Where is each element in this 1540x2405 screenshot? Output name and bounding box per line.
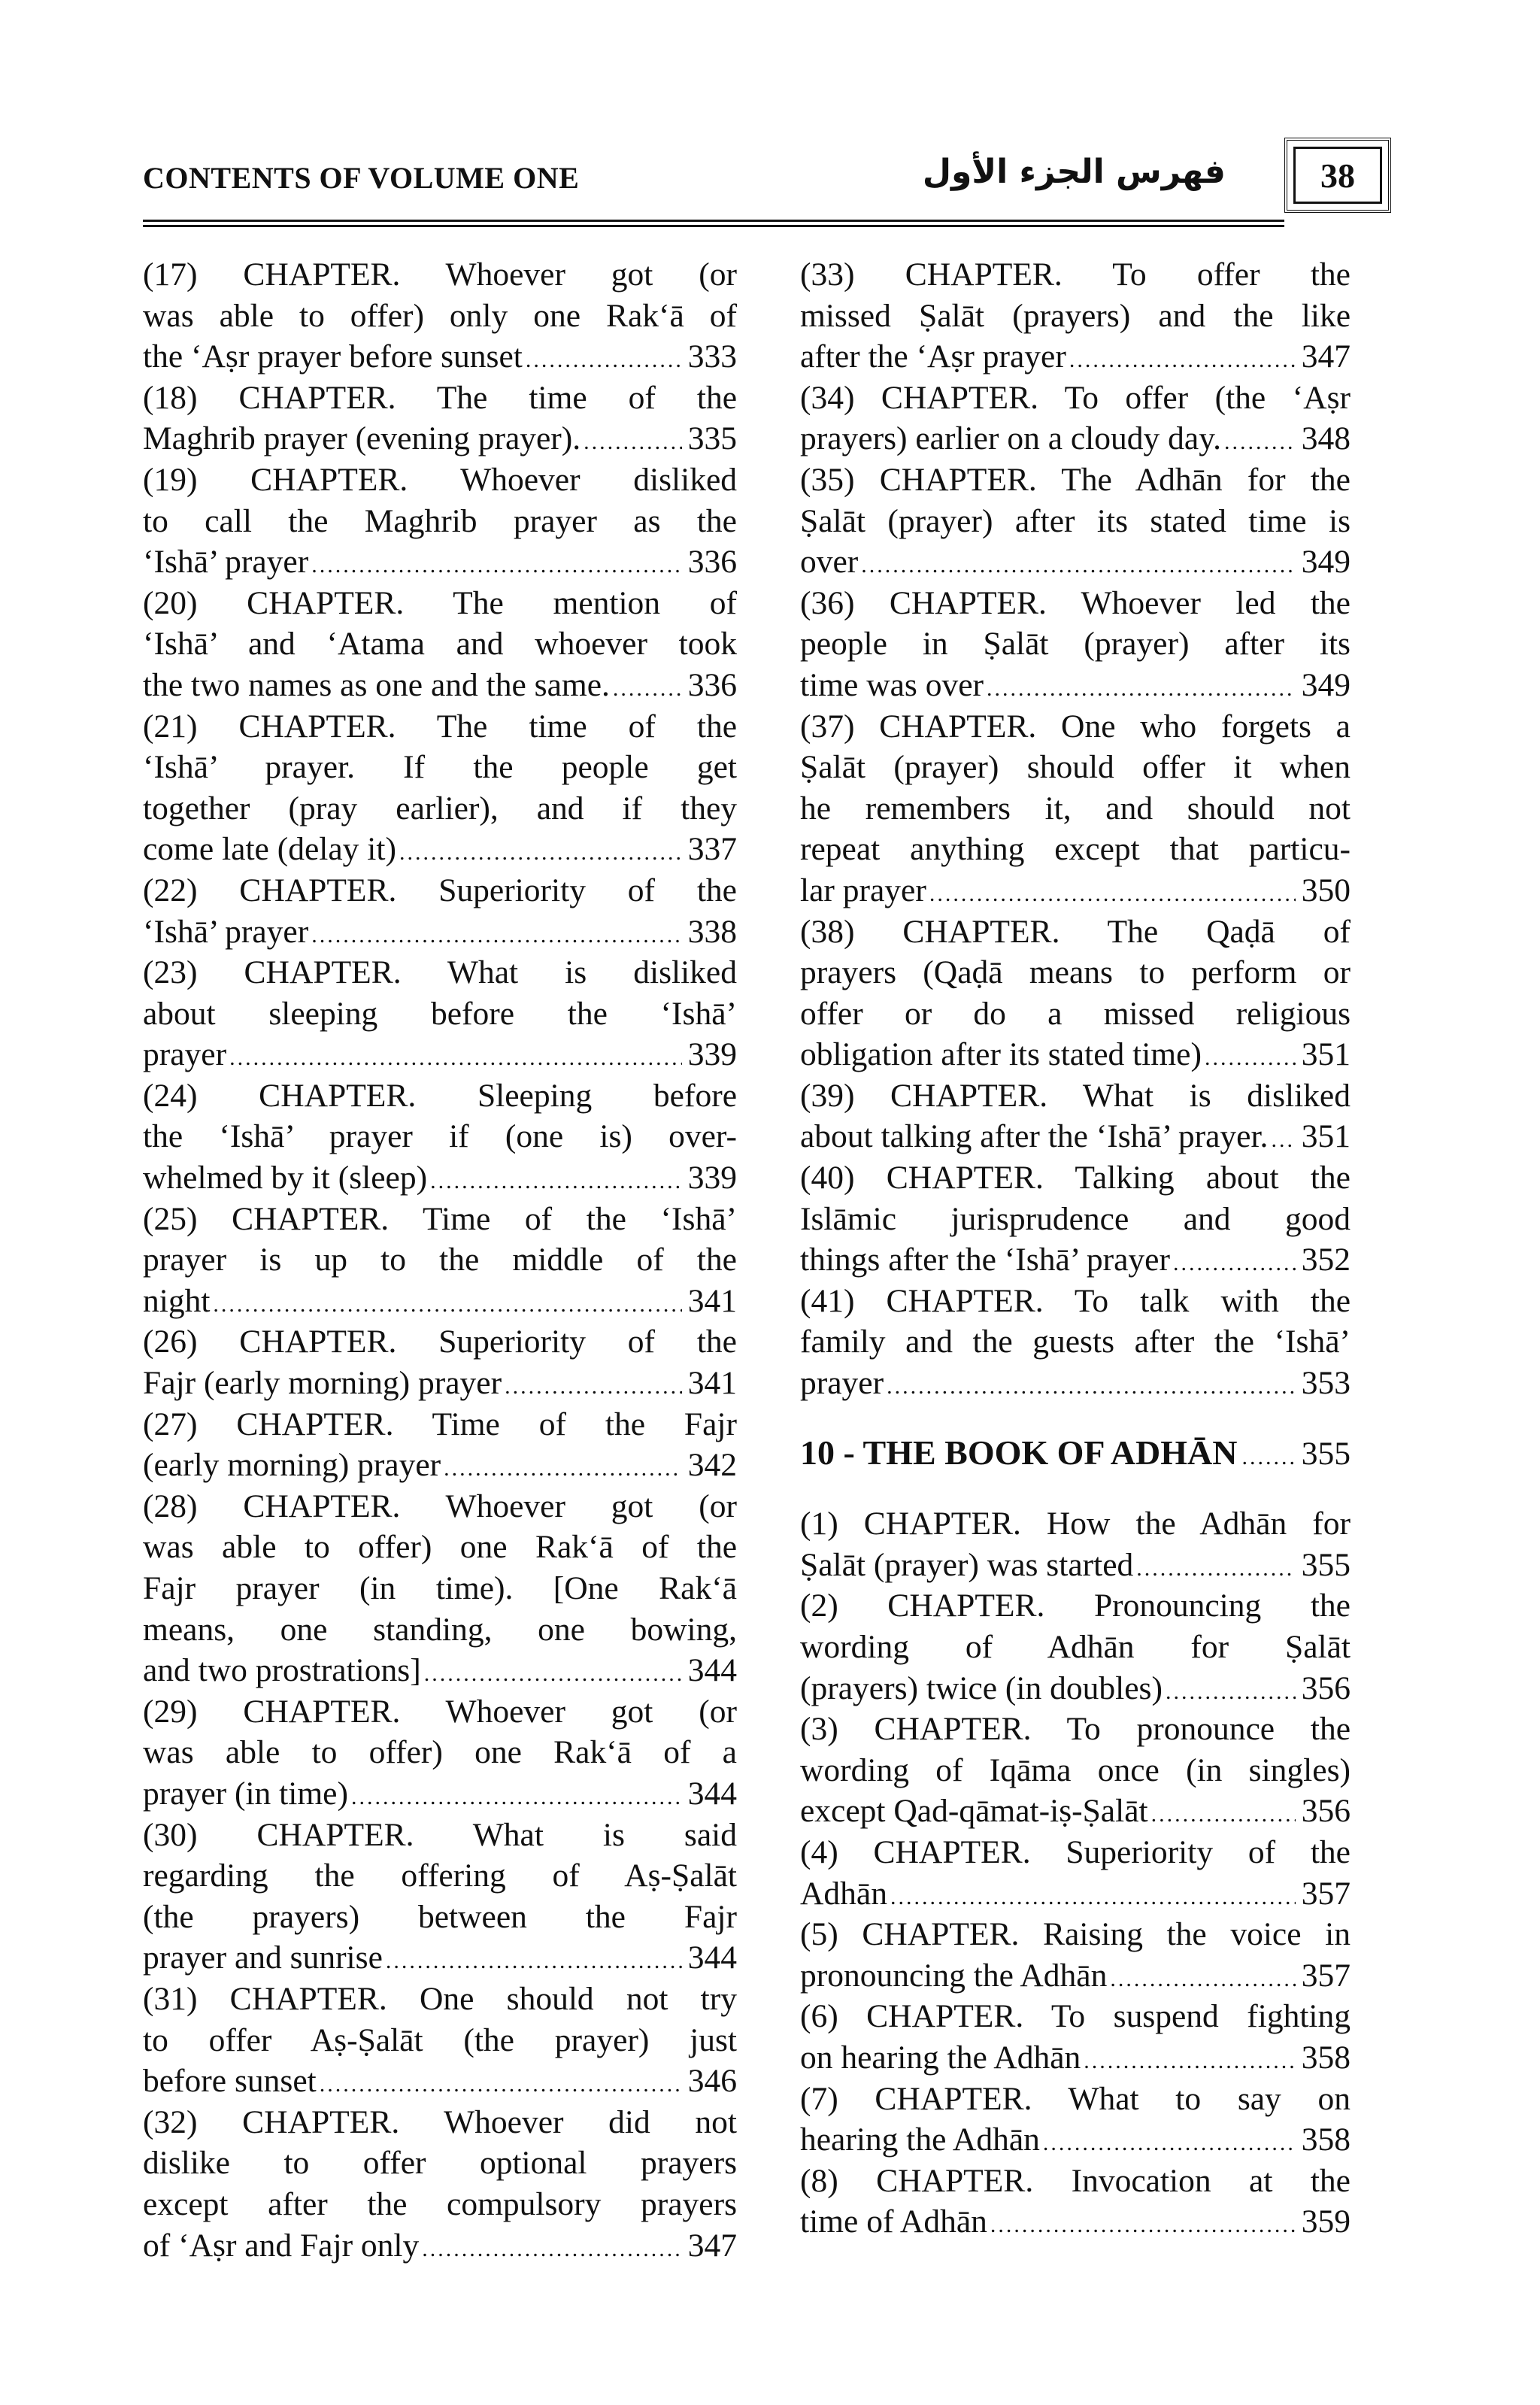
leader-dots xyxy=(311,545,682,587)
book-heading xyxy=(800,1433,1351,1478)
toc-entry-line: was able to offer) only one Rak‘ā of xyxy=(143,297,737,334)
toc-page-number: 349 xyxy=(1301,544,1351,581)
toc-page-number: 358 xyxy=(1301,2039,1351,2076)
toc-entry-final-line xyxy=(800,1116,1351,1157)
toc-page-number: 347 xyxy=(1301,338,1351,375)
leader-dots xyxy=(990,2205,1296,2246)
toc-entry-line: family and the guests after the ‘Ishā’ xyxy=(800,1324,1351,1360)
toc-entry-text: whelmed by it (sleep) xyxy=(143,1160,428,1196)
toc-page-number: 355 xyxy=(1301,1546,1351,1583)
toc-entry-final-line xyxy=(800,1668,1351,1709)
toc-entry-line: missed Ṣalāt (prayers) and the like xyxy=(800,297,1351,334)
toc-entry[interactable] xyxy=(143,1815,737,1979)
toc-entry-line: (40) CHAPTER. Talking about the xyxy=(800,1160,1351,1196)
toc-entry-final-line xyxy=(800,665,1351,706)
toc-page-number: 358 xyxy=(1301,2121,1351,2158)
toc-entry-line: wording of Adhān for Ṣalāt xyxy=(800,1629,1351,1665)
toc-entry-final-line xyxy=(800,1955,1351,1997)
toc-entry-final-line xyxy=(143,418,737,459)
toc-entry-line: prayers (Qaḍā means to perform or xyxy=(800,954,1351,991)
toc-entry-line: Ṣalāt (prayer) should offer it when xyxy=(800,749,1351,786)
toc-page-number: 357 xyxy=(1301,1957,1351,1994)
toc-entry-final-line xyxy=(800,1034,1351,1075)
toc-entry[interactable] xyxy=(800,1503,1351,1585)
toc-entry-text: obligation after its stated time) xyxy=(800,1036,1202,1073)
leader-dots xyxy=(1151,1794,1296,1836)
toc-page-number: 350 xyxy=(1301,872,1351,908)
toc-entry-line: (3) CHAPTER. To pronounce the xyxy=(800,1711,1351,1748)
toc-entry-line: to offer Aṣ-Ṣalāt (the prayer) just xyxy=(143,2021,737,2058)
leader-dots xyxy=(1069,340,1296,381)
toc-entry[interactable] xyxy=(800,459,1351,583)
toc-entry-line: (21) CHAPTER. The time of the xyxy=(143,708,737,745)
toc-entry-line: was able to offer) one Rak‘ā of the xyxy=(143,1529,737,1566)
toc-entry-line: was able to offer) one Rak‘ā of a xyxy=(143,1734,737,1771)
leader-dots xyxy=(1271,1120,1295,1161)
toc-entry-line: (6) CHAPTER. To suspend fighting xyxy=(800,1998,1351,2035)
leader-dots xyxy=(424,1654,682,1695)
toc-entry-line: people in Ṣalāt (prayer) after its xyxy=(800,626,1351,663)
toc-entry-final-line xyxy=(800,1545,1351,1586)
toc-entry-final-line xyxy=(143,665,737,706)
toc-entry-line: (28) CHAPTER. Whoever got (or xyxy=(143,1488,737,1524)
leader-dots xyxy=(1166,1672,1296,1713)
toc-entry-text: lar prayer xyxy=(800,872,926,908)
toc-entry-text: prayer and sunrise xyxy=(143,1939,383,1976)
toc-page-number: 338 xyxy=(687,913,737,950)
toc-page-number: 341 xyxy=(687,1365,737,1402)
toc-entry-final-line xyxy=(800,418,1351,459)
toc-page-number: 359 xyxy=(1301,2203,1351,2240)
toc-page-number: 347 xyxy=(687,2227,737,2264)
toc-entry[interactable] xyxy=(143,2102,737,2266)
toc-entry-line: (36) CHAPTER. Whoever led the xyxy=(800,584,1351,621)
toc-entry-text: (prayers) twice (in doubles) xyxy=(800,1670,1163,1706)
toc-entry-final-line xyxy=(800,2037,1351,2079)
leader-dots xyxy=(613,669,682,710)
toc-entry-line: (38) CHAPTER. The Qaḍā of xyxy=(800,913,1351,950)
toc-entry-line: (31) CHAPTER. One should not try xyxy=(143,1980,737,2017)
toc-page-number: 341 xyxy=(687,1282,737,1319)
leader-dots xyxy=(422,2229,681,2270)
page-number: 38 xyxy=(1320,156,1355,195)
leader-dots xyxy=(311,915,682,957)
toc-entry[interactable] xyxy=(800,706,1351,911)
leader-dots xyxy=(1173,1243,1296,1284)
toc-page-number: 351 xyxy=(1301,1036,1351,1073)
toc-entry-final-line xyxy=(800,1363,1351,1404)
toc-entry-final-line xyxy=(143,911,737,953)
toc-entry-text: the two names as one and the same. xyxy=(143,666,610,703)
leader-dots xyxy=(213,1284,681,1326)
toc-entry[interactable] xyxy=(143,1979,737,2102)
toc-entry-final-line xyxy=(800,2201,1351,2243)
toc-entry-text: hearing the Adhān xyxy=(800,2121,1040,2158)
toc-entry-text: of ‘Aṣr and Fajr only xyxy=(143,2227,420,2264)
toc-entry-text: time was over xyxy=(800,666,984,703)
toc-entry-final-line xyxy=(800,541,1351,583)
leader-dots xyxy=(320,2064,682,2106)
toc-page-number: 344 xyxy=(687,1652,737,1689)
toc-page-number: 353 xyxy=(1301,1365,1351,1402)
toc-entry-line: (23) CHAPTER. What is disliked xyxy=(143,954,737,991)
toc-entry-line: Fajr prayer (in time). [One Rak‘ā xyxy=(143,1570,737,1606)
toc-entry-line: wording of Iqāma once (in singles) xyxy=(800,1751,1351,1788)
toc-entry[interactable] xyxy=(143,1691,737,1815)
toc-page-number: 349 xyxy=(1301,666,1351,703)
toc-entry-text: prayers) earlier on a cloudy day. xyxy=(800,420,1221,457)
toc-page-number: 342 xyxy=(687,1447,737,1484)
toc-entry-text: before sunset xyxy=(143,2063,317,2100)
toc-entry-line: (22) CHAPTER. Superiority of the xyxy=(143,872,737,908)
toc-entry-final-line xyxy=(800,1791,1351,1832)
toc-entry-text: over xyxy=(800,544,859,581)
toc-entry[interactable] xyxy=(800,1709,1351,1832)
toc-entry-text: prayer xyxy=(800,1365,884,1402)
toc-entry-line: (33) CHAPTER. To offer the xyxy=(800,256,1351,293)
toc-page-number: 356 xyxy=(1301,1670,1351,1706)
toc-page-number: 346 xyxy=(687,2063,737,2100)
toc-entry[interactable] xyxy=(800,1996,1351,2078)
toc-entry-final-line xyxy=(143,1937,737,1979)
toc-entry-line: (8) CHAPTER. Invocation at the xyxy=(800,2162,1351,2199)
toc-page-number: 337 xyxy=(687,831,737,868)
toc-page-number: 351 xyxy=(1301,1118,1351,1155)
toc-entry-line: (1) CHAPTER. How the Adhān for xyxy=(800,1506,1351,1542)
toc-entry-line: (39) CHAPTER. What is disliked xyxy=(800,1077,1351,1114)
toc-entry-final-line xyxy=(143,1650,737,1691)
book-heading-page: 355 xyxy=(1301,1435,1351,1472)
toc-entry-line: (27) CHAPTER. Time of the Fajr xyxy=(143,1406,737,1442)
toc-entry-line: prayer is up to the middle of the xyxy=(143,1242,737,1278)
toc-entry-line: regarding the offering of Aṣ-Ṣalāt xyxy=(143,1858,737,1894)
header-double-rule xyxy=(143,220,1284,227)
toc-entry-line: (the prayers) between the Fajr xyxy=(143,1898,737,1935)
toc-entry[interactable] xyxy=(143,1199,737,1322)
toc-entry-final-line xyxy=(143,336,737,378)
toc-entry[interactable] xyxy=(800,911,1351,1075)
toc-entry-final-line xyxy=(143,1157,737,1199)
toc-entry-line: means, one standing, one bowing, xyxy=(143,1611,737,1648)
toc-entry-text: and two prostrations] xyxy=(143,1652,421,1689)
toc-entry[interactable] xyxy=(800,254,1351,378)
toc-entry-final-line xyxy=(143,2225,737,2267)
toc-page-number: 356 xyxy=(1301,1793,1351,1830)
toc-entry-line: (25) CHAPTER. Time of the ‘Ishā’ xyxy=(143,1200,737,1237)
toc-entry-line: (17) CHAPTER. Whoever got (or xyxy=(143,256,737,293)
toc-entry-line: repeat anything except that particu- xyxy=(800,831,1351,868)
toc-entry-final-line xyxy=(143,2061,737,2102)
leader-dots xyxy=(987,669,1296,710)
toc-entry-line: Ṣalāt (prayer) after its stated time is xyxy=(800,502,1351,539)
leader-dots xyxy=(861,545,1295,587)
toc-entry-text: Fajr (early morning) prayer xyxy=(143,1365,502,1402)
toc-entry[interactable] xyxy=(143,952,737,1075)
toc-entry-text: things after the ‘Ishā’ prayer xyxy=(800,1242,1170,1278)
toc-entry[interactable] xyxy=(143,459,737,583)
toc-entry[interactable] xyxy=(800,2079,1351,2161)
toc-entry-line: about sleeping before the ‘Ishā’ xyxy=(143,995,737,1032)
toc-entry-line: (24) CHAPTER. Sleeping before xyxy=(143,1077,737,1114)
toc-entry-line: dislike to offer optional prayers xyxy=(143,2145,737,2182)
toc-entry-final-line xyxy=(143,1363,737,1404)
toc-entry-line: (20) CHAPTER. The mention of xyxy=(143,584,737,621)
toc-page-number: 336 xyxy=(687,544,737,581)
toc-entry-final-line xyxy=(800,2119,1351,2161)
toc-entry-line: (7) CHAPTER. What to say on xyxy=(800,2080,1351,2117)
toc-entry-text: except Qad-qāmat-iṣ-Ṣalāt xyxy=(800,1793,1148,1830)
toc-entry-line: to call the Maghrib prayer as the xyxy=(143,502,737,539)
toc-entry-line: (29) CHAPTER. Whoever got (or xyxy=(143,1693,737,1730)
right-column-entries xyxy=(800,254,1351,1404)
toc-entry-text: Maghrib prayer (evening prayer). xyxy=(143,420,581,457)
toc-entry-line: (30) CHAPTER. What is said xyxy=(143,1816,737,1853)
toc-entry-text: about talking after the ‘Ishā’ prayer. xyxy=(800,1118,1269,1155)
toc-entry-line: (18) CHAPTER. The time of the xyxy=(143,379,737,416)
toc-entry[interactable] xyxy=(143,1075,737,1199)
page-header xyxy=(143,138,1391,213)
toc-entry-line: he remembers it, and should not xyxy=(800,790,1351,826)
toc-entry-text: after the ‘Aṣr prayer xyxy=(800,338,1066,375)
toc-entry-text: ‘Ishā’ prayer xyxy=(143,544,309,581)
toc-entry-final-line xyxy=(800,1873,1351,1915)
leader-dots xyxy=(929,874,1296,915)
toc-entry-final-line xyxy=(143,1445,737,1486)
toc-page-number: 344 xyxy=(687,1775,737,1812)
toc-entry-final-line xyxy=(800,870,1351,911)
toc-entry-final-line xyxy=(143,1281,737,1322)
toc-entry-line: (5) CHAPTER. Raising the voice in xyxy=(800,1916,1351,1953)
toc-entry-line: ‘Ishā’ and ‘Atama and whoever took xyxy=(143,626,737,663)
toc-entry[interactable] xyxy=(143,870,737,952)
toc-entry-final-line xyxy=(143,1773,737,1815)
toc-page-number: 348 xyxy=(1301,420,1351,457)
leader-dots xyxy=(399,832,682,874)
toc-entry-line: the ‘Ishā’ prayer if (one is) over- xyxy=(143,1118,737,1155)
book-heading-title: 10 - THE BOOK OF ADHĀN xyxy=(800,1433,1238,1472)
toc-entry[interactable] xyxy=(800,2161,1351,2243)
right-column-book-entries xyxy=(800,1503,1351,2243)
toc-entry-line: offer or do a missed religious xyxy=(800,995,1351,1032)
toc-entry-text: come late (delay it) xyxy=(143,831,396,868)
leader-dots xyxy=(1043,2123,1296,2164)
toc-entry[interactable] xyxy=(143,378,737,459)
toc-entry-text: night xyxy=(143,1282,211,1319)
leader-dots xyxy=(1241,1437,1296,1478)
left-column xyxy=(143,254,737,2266)
toc-entry-text: on hearing the Adhān xyxy=(800,2039,1081,2076)
toc-entry[interactable] xyxy=(143,1321,737,1403)
toc-page-number: 336 xyxy=(687,666,737,703)
toc-entry-text: prayer (in time) xyxy=(143,1775,348,1812)
toc-entry-final-line xyxy=(143,829,737,870)
toc-entry-final-line xyxy=(800,336,1351,378)
toc-entry-line: (37) CHAPTER. One who forgets a xyxy=(800,708,1351,745)
leader-dots xyxy=(444,1448,682,1490)
leader-dots xyxy=(887,1366,1296,1408)
toc-entry[interactable] xyxy=(143,583,737,706)
toc-page-number: 339 xyxy=(687,1036,737,1073)
leader-dots xyxy=(526,340,682,381)
leader-dots xyxy=(229,1038,682,1079)
toc-entry[interactable] xyxy=(800,1157,1351,1281)
toc-entry-line: (19) CHAPTER. Whoever disliked xyxy=(143,461,737,498)
toc-entry-line: Islāmic jurisprudence and good xyxy=(800,1200,1351,1237)
leader-dots xyxy=(351,1777,682,1818)
running-title: CONTENTS OF VOLUME ONE xyxy=(143,161,580,195)
toc-entry[interactable] xyxy=(800,1281,1351,1404)
toc-entry[interactable] xyxy=(800,1585,1351,1709)
toc-entry-final-line xyxy=(143,1034,737,1075)
toc-entry-final-line xyxy=(800,1239,1351,1281)
toc-entry-line: (34) CHAPTER. To offer (the ‘Aṣr xyxy=(800,379,1351,416)
toc-page-number: 352 xyxy=(1301,1242,1351,1278)
leader-dots xyxy=(1224,422,1296,463)
toc-entry-final-line xyxy=(143,541,737,583)
toc-page-number: 339 xyxy=(687,1160,737,1196)
toc-entry-text: the ‘Aṣr prayer before sunset xyxy=(143,338,523,375)
toc-entry[interactable] xyxy=(800,1075,1351,1157)
leader-dots xyxy=(1084,2041,1295,2082)
toc-entry-line: (26) CHAPTER. Superiority of the xyxy=(143,1324,737,1360)
toc-page-number: 333 xyxy=(687,338,737,375)
page-number-frame xyxy=(1293,147,1382,204)
leader-dots xyxy=(1136,1548,1295,1590)
toc-entry-text: time of Adhān xyxy=(800,2203,987,2240)
leader-dots xyxy=(386,1941,682,1982)
leader-dots xyxy=(1110,1959,1295,2000)
toc-page-number: 335 xyxy=(687,420,737,457)
leader-dots xyxy=(430,1161,682,1202)
toc-entry-text: prayer xyxy=(143,1036,227,1073)
toc-entry-text: ‘Ishā’ prayer xyxy=(143,913,309,950)
toc-entry-line: (2) CHAPTER. Pronouncing the xyxy=(800,1588,1351,1624)
toc-entry-text: Ṣalāt (prayer) was started xyxy=(800,1546,1134,1583)
toc-entry[interactable] xyxy=(800,1914,1351,1996)
toc-entry-text: Adhān xyxy=(800,1875,887,1912)
leader-dots xyxy=(1205,1038,1296,1079)
toc-entry-line: together (pray earlier), and if they xyxy=(143,790,737,826)
toc-entry[interactable] xyxy=(143,706,737,870)
page-number-box xyxy=(1284,138,1391,213)
leader-dots xyxy=(890,1877,1296,1918)
toc-page-number: 357 xyxy=(1301,1875,1351,1912)
toc-entry-line: except after the compulsory prayers xyxy=(143,2185,737,2222)
toc-entry-line: (32) CHAPTER. Whoever did not xyxy=(143,2103,737,2140)
toc-entry-line: (4) CHAPTER. Superiority of the xyxy=(800,1833,1351,1870)
toc-entry-line: ‘Ishā’ prayer. If the people get xyxy=(143,749,737,786)
arabic-running-title: فهرس الجزء الأول xyxy=(922,153,1226,191)
toc-entry[interactable] xyxy=(800,583,1351,706)
toc-entry-text: (early morning) prayer xyxy=(143,1447,441,1484)
toc-entry-text: pronouncing the Adhān xyxy=(800,1957,1108,1994)
toc-page-number: 344 xyxy=(687,1939,737,1976)
toc-entry-line: (35) CHAPTER. The Adhān for the xyxy=(800,461,1351,498)
right-column xyxy=(800,254,1351,2243)
toc-entry[interactable] xyxy=(800,1832,1351,1914)
toc-entry[interactable] xyxy=(143,254,737,378)
leader-dots xyxy=(505,1366,682,1408)
toc-entry[interactable] xyxy=(143,1404,737,1486)
toc-entry[interactable] xyxy=(800,378,1351,459)
leader-dots xyxy=(584,422,682,463)
toc-entry-line: (41) CHAPTER. To talk with the xyxy=(800,1282,1351,1319)
toc-entry[interactable] xyxy=(143,1486,737,1691)
